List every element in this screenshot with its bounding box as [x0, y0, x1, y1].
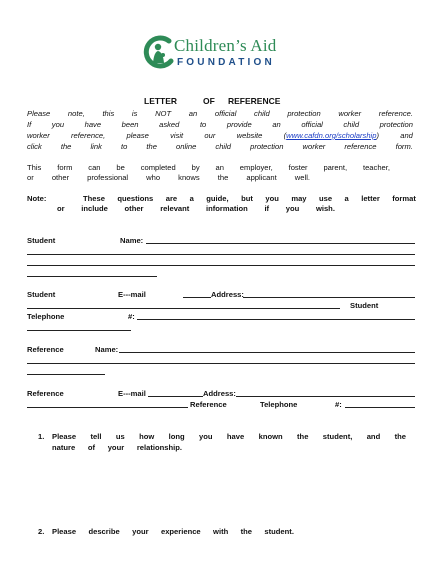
word: information: [206, 204, 248, 213]
word: and: [366, 432, 381, 441]
word: have: [226, 432, 245, 441]
word: This: [27, 163, 42, 172]
logo-subtitle: FOUNDATION: [177, 57, 275, 68]
word: protection: [379, 120, 413, 129]
word: us: [115, 432, 125, 441]
word: applicant: [246, 173, 277, 182]
student-email-input[interactable]: [183, 297, 211, 298]
reference-name-line-2[interactable]: [27, 363, 415, 364]
heading-letter: LETTER: [144, 96, 178, 106]
word: the: [146, 142, 157, 151]
word: student.: [264, 527, 294, 536]
word: relevant: [160, 204, 190, 213]
word: the: [240, 527, 253, 536]
word: you: [265, 194, 279, 203]
word: or: [57, 204, 65, 213]
word: Please: [52, 432, 77, 441]
word: is: [131, 109, 138, 118]
question-1-number: 1.: [38, 432, 45, 441]
word: by: [191, 163, 200, 172]
word: official: [214, 109, 237, 118]
reference-address-label: Address:: [203, 389, 236, 398]
word: to: [199, 120, 207, 129]
question-1-line-2: [52, 443, 182, 452]
word: well.: [294, 173, 310, 182]
word: Please: [52, 527, 77, 536]
word: nature: [52, 443, 76, 452]
logo-title: Children’s Aid: [174, 36, 277, 55]
question-1-line-1: [52, 432, 406, 441]
foundation-logo-icon: [143, 35, 175, 69]
student-name-line-3[interactable]: [27, 265, 415, 266]
word: use: [318, 194, 333, 203]
word: link: [90, 142, 102, 151]
student-name-line-2[interactable]: [27, 254, 415, 255]
question-2-number: 2.: [38, 527, 45, 536]
word: parent,: [323, 163, 348, 172]
word: how: [139, 432, 155, 441]
student-name-input[interactable]: [146, 243, 415, 244]
word: experience: [160, 527, 201, 536]
heading-reference: REFERENCE: [228, 96, 281, 106]
word: reference: [344, 142, 377, 151]
word: the: [217, 173, 229, 182]
word: if: [264, 204, 270, 213]
word: Please: [27, 109, 51, 118]
word: student,: [322, 432, 353, 441]
student-telephone-row-label: Student: [350, 301, 379, 310]
who-line-2: [27, 173, 310, 182]
who-line-1: [27, 163, 390, 172]
word: an: [188, 109, 198, 118]
word: protection: [250, 142, 284, 151]
word: a: [189, 194, 194, 203]
telephone-hash-label: #:: [128, 312, 135, 321]
word: you: [199, 432, 213, 441]
note-line-2: [57, 204, 335, 213]
word: a: [344, 194, 349, 203]
word: click: [27, 142, 42, 151]
reference-address-input[interactable]: [236, 396, 415, 397]
word: provide: [226, 120, 252, 129]
reference-telephone-row-label: Reference: [190, 400, 227, 409]
word: to: [120, 142, 128, 151]
word: with: [213, 527, 229, 536]
word: form: [57, 163, 73, 172]
word: you: [51, 120, 65, 129]
word: the: [60, 142, 72, 151]
word: official: [301, 120, 323, 129]
reference-telephone-label: Telephone: [260, 400, 298, 409]
student-name-line-4[interactable]: [27, 276, 157, 277]
word: you: [285, 204, 300, 213]
word: child: [215, 142, 232, 151]
word: guide,: [206, 194, 229, 203]
word: long: [168, 432, 185, 441]
reference-name-line-3[interactable]: [27, 374, 105, 375]
word: may: [291, 194, 307, 203]
word: If: [27, 120, 32, 129]
word: an: [215, 163, 224, 172]
reference-telephone-input[interactable]: [345, 407, 415, 408]
reference-email-row-label: Reference: [27, 389, 64, 398]
question-2-line: [52, 527, 294, 536]
word: questions: [117, 194, 154, 203]
word: protection: [287, 109, 321, 118]
word: the: [297, 432, 309, 441]
word: are: [165, 194, 178, 203]
reference-label: Reference: [27, 345, 64, 354]
word: note,: [67, 109, 85, 118]
student-email-row-label: Student: [27, 290, 56, 299]
word: teacher,: [362, 163, 390, 172]
reference-email-label: E---mail: [118, 389, 146, 398]
word: include: [81, 204, 108, 213]
word: your: [132, 527, 149, 536]
student-label: Student: [27, 236, 56, 245]
word: the: [394, 432, 406, 441]
student-address-input[interactable]: [243, 297, 415, 298]
intro-line-3: worker reference, please visit our website (www.cafdn.org/scholarship) and: [27, 131, 413, 140]
reference-name-input[interactable]: [119, 352, 415, 353]
word: this: [102, 109, 115, 118]
word: letter: [361, 194, 380, 203]
word: These: [83, 194, 105, 203]
word: but: [241, 194, 253, 203]
word: known: [258, 432, 283, 441]
reference-email-input[interactable]: [148, 396, 203, 397]
telephone-label: Telephone: [27, 312, 65, 321]
word: an: [272, 120, 281, 129]
word: knows: [178, 173, 200, 182]
student-name-label: Name:: [120, 236, 144, 245]
word: professional: [87, 173, 129, 182]
word: can: [88, 163, 101, 172]
reference-email-line-2[interactable]: [27, 407, 188, 408]
word: child: [343, 120, 360, 129]
word: other: [51, 173, 70, 182]
word: relationship.: [136, 443, 182, 452]
word: reference.: [378, 109, 413, 118]
word: be: [116, 163, 125, 172]
word: have: [84, 120, 102, 129]
student-telephone-line-2[interactable]: [27, 330, 131, 331]
word: online: [176, 142, 197, 151]
word: been: [121, 120, 139, 129]
intro-line-4: [27, 142, 413, 151]
student-address-label: Address:: [211, 290, 244, 299]
student-email-label: E---mail: [118, 290, 146, 299]
note-label: Note:: [27, 194, 47, 203]
word: wish.: [315, 204, 335, 213]
word: of: [87, 443, 96, 452]
note-line-1: [83, 194, 416, 203]
intro-line-1: [27, 109, 413, 118]
word: worker: [302, 142, 326, 151]
word: who: [146, 173, 161, 182]
word: foster: [288, 163, 308, 172]
word: form.: [395, 142, 413, 151]
word: describe: [88, 527, 120, 536]
word: asked: [159, 120, 180, 129]
reference-name-label: Name:: [95, 345, 119, 354]
student-email-line-2[interactable]: [27, 308, 340, 309]
word: format: [392, 194, 416, 203]
student-telephone-input[interactable]: [137, 319, 415, 320]
word: tell: [90, 432, 102, 441]
word: NOT: [155, 109, 172, 118]
heading-of: OF: [203, 96, 215, 106]
word: employer,: [239, 163, 273, 172]
word: or: [27, 173, 34, 182]
intro-line-2: [27, 120, 413, 129]
word: completed: [140, 163, 176, 172]
word: other: [124, 204, 144, 213]
reference-telephone-hash: #:: [335, 400, 342, 409]
word: worker: [338, 109, 362, 118]
word: child: [254, 109, 270, 118]
word: your: [107, 443, 125, 452]
scholarship-link[interactable]: www.cafdn.org/scholarship: [286, 131, 377, 140]
